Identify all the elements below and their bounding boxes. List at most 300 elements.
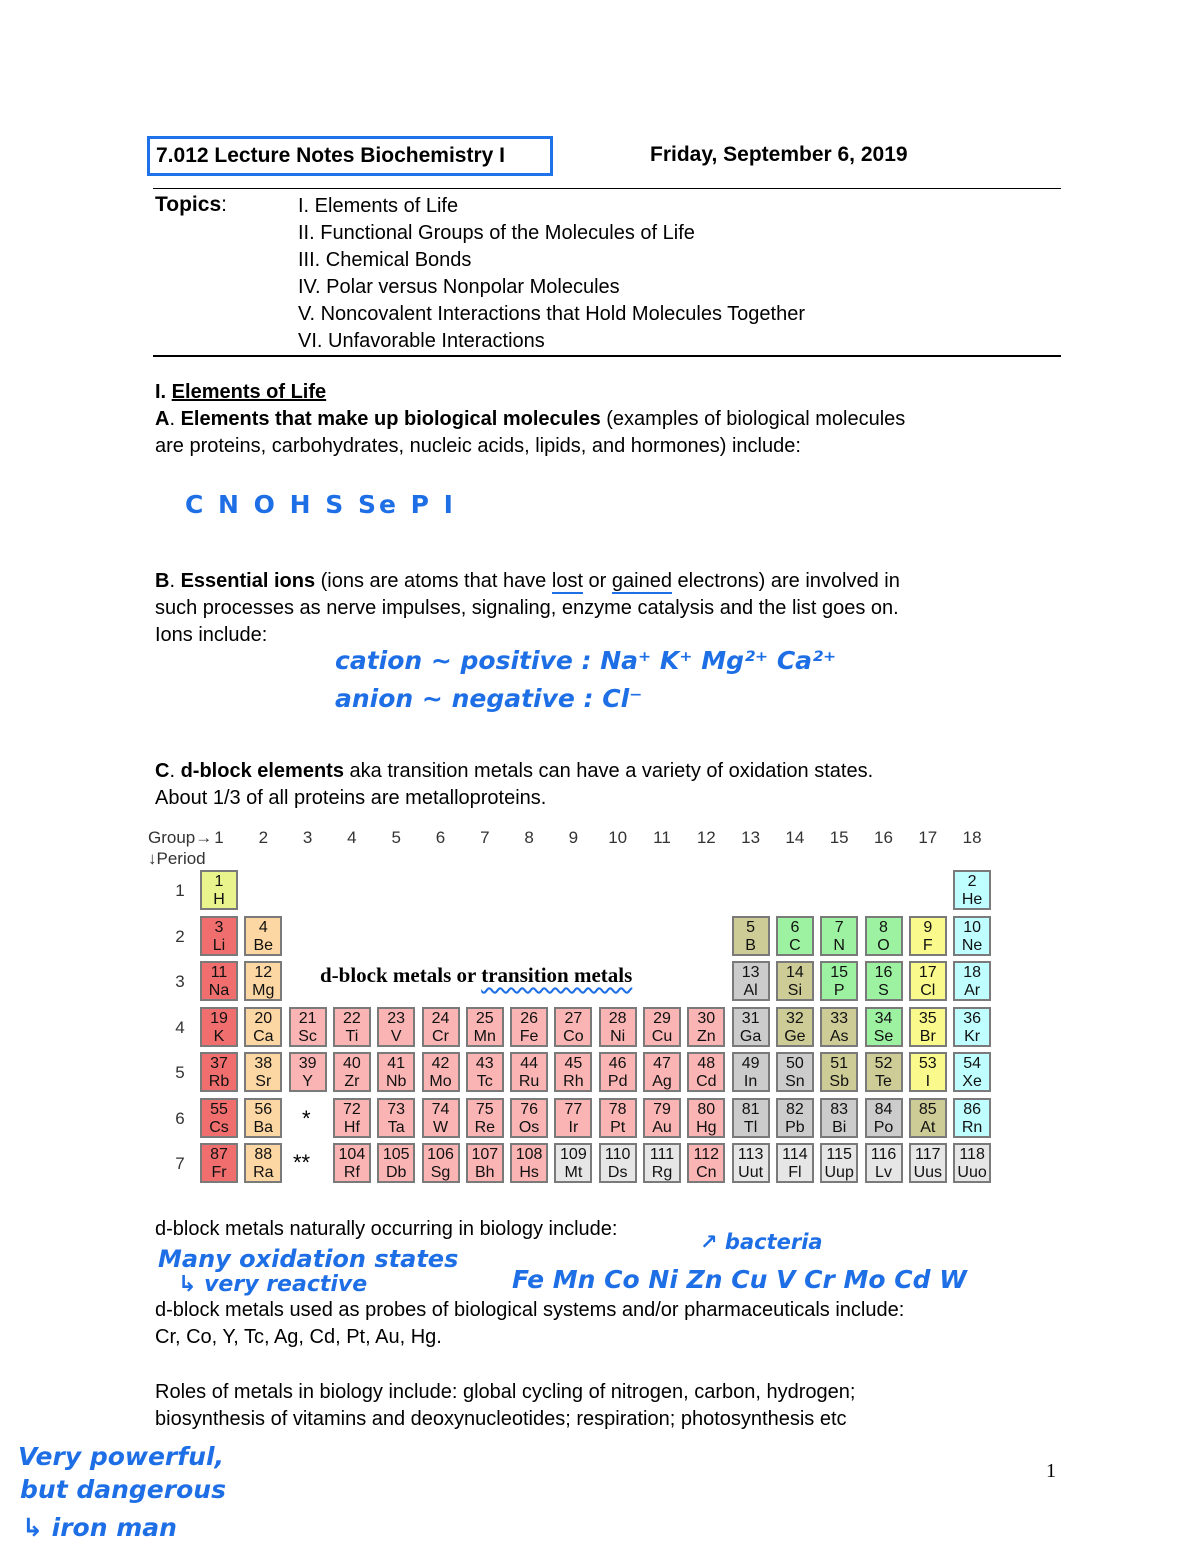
element-cell xyxy=(422,1143,460,1183)
element-cell xyxy=(244,1007,282,1047)
element-cell xyxy=(732,961,770,1001)
element-cell xyxy=(554,1098,592,1138)
topic-list xyxy=(298,193,805,355)
element-cell xyxy=(599,1098,637,1138)
atomic-number: 3 xyxy=(214,918,224,936)
element-symbol: Hs xyxy=(519,1164,539,1181)
atomic-number: 46 xyxy=(608,1055,627,1072)
atomic-number: 33 xyxy=(830,1009,849,1027)
element-symbol: S xyxy=(878,982,889,999)
atomic-number: 7 xyxy=(834,918,844,936)
element-cell xyxy=(643,1098,681,1138)
element-symbol: Bh xyxy=(475,1164,495,1181)
group-number: 13 xyxy=(741,828,761,847)
element-cell xyxy=(333,1098,371,1138)
element-symbol: Xe xyxy=(962,1073,982,1090)
handwritten-elements: C N O H S Se P I xyxy=(185,490,456,519)
atomic-number: 75 xyxy=(475,1100,494,1118)
section-heading: I. Elements of Life xyxy=(155,381,327,403)
topic-item: III. Chemical Bonds xyxy=(298,249,472,271)
element-symbol: Rn xyxy=(961,1118,983,1136)
atomic-number: 76 xyxy=(520,1100,538,1118)
atomic-number: 12 xyxy=(254,964,273,981)
element-cell xyxy=(865,1007,903,1047)
element-symbol: I xyxy=(925,1073,931,1090)
atomic-number: 32 xyxy=(785,1009,804,1027)
paragraph-a: A. Elements that make up biological molecules (examples of biological molecules are proteins, carbohydrates, nucleic acids, lipids, and hormones) include: xyxy=(155,408,906,457)
atomic-number: 81 xyxy=(741,1100,760,1118)
element-cell xyxy=(289,1052,327,1092)
atomic-number: 112 xyxy=(693,1146,720,1163)
element-cell xyxy=(200,870,238,910)
element-symbol: Bi xyxy=(832,1118,847,1136)
element-cell xyxy=(422,1052,460,1092)
atomic-number: 88 xyxy=(254,1146,273,1163)
group-number: 12 xyxy=(696,828,716,847)
element-cell xyxy=(599,1052,637,1092)
element-cell xyxy=(643,1143,681,1183)
element-cell xyxy=(244,1098,282,1138)
element-symbol: Te xyxy=(875,1073,892,1090)
element-symbol: Cu xyxy=(651,1027,673,1045)
atomic-number: 84 xyxy=(874,1100,893,1118)
element-symbol: Mt xyxy=(564,1164,583,1181)
element-symbol: Ge xyxy=(784,1027,806,1045)
element-cell xyxy=(510,1052,548,1092)
element-symbol: He xyxy=(961,891,983,908)
element-symbol: Zn xyxy=(696,1027,716,1045)
group-number: 6 xyxy=(435,828,446,847)
atomic-number: 35 xyxy=(918,1009,937,1027)
element-cell xyxy=(865,961,903,1001)
element-cell xyxy=(377,1007,415,1047)
element-symbol: Na xyxy=(208,982,230,999)
element-cell xyxy=(466,1143,504,1183)
element-symbol: Sr xyxy=(255,1073,272,1090)
element-cell xyxy=(865,1052,903,1092)
topic-item: V. Noncovalent Interactions that Hold Molecules Together xyxy=(298,303,805,325)
atomic-number: 20 xyxy=(254,1009,273,1027)
page-number: 1 xyxy=(1046,1460,1056,1482)
actinide-marker: ** xyxy=(293,1150,311,1175)
element-symbol: Uuo xyxy=(957,1164,987,1181)
element-cell xyxy=(732,1052,770,1092)
topic-item: VI. Unfavorable Interactions xyxy=(298,330,545,352)
atomic-number: 80 xyxy=(697,1100,716,1118)
element-cell xyxy=(554,1143,592,1183)
atomic-number: 50 xyxy=(785,1055,804,1072)
topic-item: IV. Polar versus Nonpolar Molecules xyxy=(298,276,620,298)
element-symbol: Zr xyxy=(344,1073,360,1090)
atomic-number: 36 xyxy=(963,1009,981,1027)
atomic-number: 111 xyxy=(649,1146,675,1163)
group-number: 2 xyxy=(258,828,269,847)
element-cell xyxy=(554,1052,592,1092)
element-symbol: Br xyxy=(919,1027,936,1045)
atomic-number: 24 xyxy=(431,1009,450,1027)
element-symbol: Mo xyxy=(429,1073,452,1090)
element-symbol: Al xyxy=(743,982,758,999)
atomic-number: 79 xyxy=(653,1100,671,1118)
element-symbol: Si xyxy=(787,982,802,999)
element-symbol: Tc xyxy=(476,1073,493,1090)
element-cell xyxy=(289,1007,327,1047)
atomic-number: 74 xyxy=(431,1100,450,1118)
atomic-number: 115 xyxy=(826,1146,852,1163)
d-probes-text: d-block metals used as probes of biological systems and/or pharmaceuticals include: Cr, Co, Y, Tc, Ag, Cd, Pt, Au, Hg. xyxy=(155,1299,905,1348)
element-cell xyxy=(732,916,770,956)
element-symbol: In xyxy=(743,1073,758,1090)
period-number: 6 xyxy=(175,1108,185,1128)
atomic-number: 45 xyxy=(564,1055,583,1072)
atomic-number: 8 xyxy=(879,918,888,936)
element-cell xyxy=(510,1007,548,1047)
period-number: 3 xyxy=(175,972,185,991)
element-cell xyxy=(732,1007,770,1047)
element-symbol: Sn xyxy=(785,1073,805,1090)
handwritten-cation: cation ~ positive : Na⁺ K⁺ Mg²⁺ Ca²⁺ xyxy=(335,646,837,675)
element-symbol: Cs xyxy=(209,1118,229,1136)
topic-item: II. Functional Groups of the Molecules of Life xyxy=(298,222,695,244)
element-cell xyxy=(333,1143,371,1183)
element-symbol: H xyxy=(213,891,225,908)
element-symbol: K xyxy=(213,1027,225,1045)
atomic-number: 9 xyxy=(923,918,933,936)
atomic-number: 83 xyxy=(830,1100,849,1118)
group-number: 5 xyxy=(391,828,401,847)
atomic-number: 6 xyxy=(790,918,800,936)
element-cell xyxy=(909,1098,947,1138)
atomic-number: 86 xyxy=(963,1100,981,1118)
atomic-number: 41 xyxy=(387,1055,406,1072)
element-cell xyxy=(200,1007,238,1047)
handwritten-dangerous: but dangerous xyxy=(20,1475,226,1504)
element-cell xyxy=(200,916,238,956)
atomic-number: 13 xyxy=(741,964,760,981)
group-number: 11 xyxy=(653,828,671,847)
element-symbol: Ds xyxy=(607,1164,628,1181)
element-symbol: Fe xyxy=(519,1027,539,1045)
handwritten-ironman: ↳ iron man xyxy=(22,1513,177,1542)
element-cell xyxy=(776,916,814,956)
handwritten-bacteria: ↗ bacteria xyxy=(700,1230,823,1254)
element-symbol: Re xyxy=(474,1118,496,1136)
element-symbol: Li xyxy=(212,936,226,954)
atomic-number: 108 xyxy=(515,1146,543,1163)
atomic-number: 82 xyxy=(785,1100,804,1118)
atomic-number: 78 xyxy=(608,1100,627,1118)
atomic-number: 48 xyxy=(697,1055,716,1072)
element-symbol: Ra xyxy=(253,1164,274,1181)
element-symbol: Lv xyxy=(875,1164,892,1181)
element-symbol: B xyxy=(745,936,756,954)
element-symbol: Sb xyxy=(829,1073,849,1090)
element-cell xyxy=(687,1007,725,1047)
element-symbol: Au xyxy=(652,1118,672,1136)
element-symbol: Ga xyxy=(739,1027,762,1045)
period-number: 1 xyxy=(175,881,185,900)
group-number: 14 xyxy=(785,828,805,847)
element-cell xyxy=(909,961,947,1001)
element-symbol: Ba xyxy=(253,1118,274,1136)
element-cell xyxy=(687,1052,725,1092)
element-symbol: Pt xyxy=(610,1118,626,1136)
element-cell xyxy=(909,1007,947,1047)
group-number: 15 xyxy=(829,828,849,847)
atomic-number: 18 xyxy=(963,964,981,981)
element-cell xyxy=(200,1098,238,1138)
element-cell xyxy=(599,1007,637,1047)
atomic-number: 31 xyxy=(741,1009,760,1027)
atomic-number: 40 xyxy=(342,1055,361,1072)
group-number: 18 xyxy=(962,828,982,847)
element-cell xyxy=(422,1007,460,1047)
element-symbol: W xyxy=(432,1118,449,1136)
element-symbol: Uut xyxy=(738,1164,764,1181)
atomic-number: 28 xyxy=(608,1009,627,1027)
element-symbol: Rb xyxy=(208,1073,230,1090)
group-number: 9 xyxy=(568,828,579,847)
element-cell xyxy=(953,1143,991,1183)
element-symbol: Ir xyxy=(568,1118,579,1136)
element-symbol: Db xyxy=(385,1164,407,1181)
atomic-number: 55 xyxy=(210,1100,228,1118)
lecture-date: Friday, September 6, 2019 xyxy=(650,143,908,166)
element-symbol: Sg xyxy=(430,1164,451,1181)
element-cell xyxy=(244,1143,282,1183)
element-symbol: Co xyxy=(563,1027,584,1045)
element-cell xyxy=(466,1007,504,1047)
element-symbol: Os xyxy=(518,1118,540,1136)
atomic-number: 109 xyxy=(560,1146,587,1163)
element-cell xyxy=(865,1098,903,1138)
atomic-number: 21 xyxy=(298,1009,317,1027)
period-number: 7 xyxy=(175,1154,185,1173)
atomic-number: 52 xyxy=(874,1055,893,1072)
element-cell xyxy=(687,1143,725,1183)
atomic-number: 73 xyxy=(387,1100,406,1118)
element-cell xyxy=(599,1143,637,1183)
element-cell xyxy=(820,1143,858,1183)
atomic-number: 19 xyxy=(210,1009,228,1027)
atomic-number: 106 xyxy=(427,1146,454,1163)
element-cell xyxy=(776,1098,814,1138)
element-symbol: Po xyxy=(873,1118,894,1136)
atomic-number: 56 xyxy=(254,1100,273,1118)
topics-label: Topics: xyxy=(155,193,227,216)
d-natural-text: d-block metals naturally occurring in biology include: xyxy=(155,1218,618,1240)
atomic-number: 16 xyxy=(874,964,893,981)
element-symbol: Tl xyxy=(743,1118,758,1136)
atomic-number: 15 xyxy=(830,964,849,981)
atomic-number: 53 xyxy=(918,1055,937,1072)
element-symbol: Se xyxy=(873,1027,894,1045)
element-symbol: O xyxy=(877,936,890,954)
element-symbol: Be xyxy=(253,936,274,954)
element-cell xyxy=(732,1143,770,1183)
element-symbol: Pb xyxy=(785,1118,805,1136)
element-cell xyxy=(776,961,814,1001)
atomic-number: 117 xyxy=(915,1146,941,1163)
handwritten-anion: anion ~ negative : Cl⁻ xyxy=(335,684,643,713)
atomic-number: 105 xyxy=(382,1146,410,1163)
element-cell xyxy=(377,1143,415,1183)
element-cell xyxy=(244,961,282,1001)
element-symbol: Fr xyxy=(211,1164,227,1181)
group-number: 3 xyxy=(302,828,313,847)
roles-text: Roles of metals in biology include: global cycling of nitrogen, carbon, hydrogen; biosynthesis of vitamins and deoxynucleotides; respiration; photosynthesis etc xyxy=(155,1381,856,1430)
element-cell xyxy=(953,1007,991,1047)
element-cell xyxy=(953,1098,991,1138)
element-cell xyxy=(687,1098,725,1138)
element-symbol: P xyxy=(833,982,845,999)
element-cell xyxy=(643,1007,681,1047)
atomic-number: 85 xyxy=(918,1100,937,1118)
element-cell xyxy=(820,916,858,956)
period-label: ↓Period xyxy=(148,849,206,868)
atomic-number: 17 xyxy=(918,964,937,981)
group-label: Group→ xyxy=(148,828,213,847)
element-cell xyxy=(466,1098,504,1138)
element-symbol: Fl xyxy=(788,1164,802,1181)
element-cell xyxy=(953,916,991,956)
element-cell xyxy=(909,1143,947,1183)
handwritten-powerful: Very powerful, xyxy=(18,1442,225,1471)
atomic-number: 4 xyxy=(258,918,268,936)
element-cell xyxy=(820,961,858,1001)
atomic-number: 5 xyxy=(746,918,756,936)
atomic-number: 54 xyxy=(963,1055,981,1072)
handwritten-metals: Fe Mn Co Ni Zn Cu V Cr Mo Cd W xyxy=(512,1265,967,1294)
underlined-gained: gained xyxy=(611,570,672,592)
element-symbol: Ru xyxy=(518,1073,540,1090)
atomic-number: 43 xyxy=(475,1055,494,1072)
atomic-number: 23 xyxy=(387,1009,406,1027)
atomic-number: 77 xyxy=(564,1100,583,1118)
atomic-number: 11 xyxy=(210,964,228,981)
element-cell xyxy=(200,961,238,1001)
period-number: 2 xyxy=(175,926,185,946)
element-symbol: Y xyxy=(302,1073,313,1090)
element-symbol: Rh xyxy=(563,1073,584,1090)
element-cell xyxy=(510,1143,548,1183)
element-symbol: Cd xyxy=(696,1073,717,1090)
element-cell xyxy=(554,1007,592,1047)
element-symbol: Rf xyxy=(343,1164,360,1181)
atomic-number: 38 xyxy=(254,1055,273,1072)
element-cell xyxy=(776,1007,814,1047)
atomic-number: 87 xyxy=(210,1146,228,1163)
element-cell xyxy=(953,870,991,910)
element-cell xyxy=(643,1052,681,1092)
dblock-label: d-block metals or transition metals xyxy=(320,963,633,987)
atomic-number: 47 xyxy=(653,1055,671,1072)
group-number: 17 xyxy=(918,828,938,847)
atomic-number: 29 xyxy=(653,1009,671,1027)
element-symbol: Cr xyxy=(432,1027,449,1045)
group-number: 8 xyxy=(524,828,534,847)
element-symbol: Ag xyxy=(652,1073,672,1090)
element-symbol: Pd xyxy=(607,1073,628,1090)
atomic-number: 118 xyxy=(959,1146,985,1163)
element-cell xyxy=(466,1052,504,1092)
element-symbol: Ne xyxy=(961,936,983,954)
atomic-number: 39 xyxy=(298,1055,317,1072)
element-symbol: Hf xyxy=(343,1118,360,1136)
element-symbol: Ta xyxy=(387,1118,405,1136)
group-number: 1 xyxy=(214,828,224,847)
period-number: 5 xyxy=(175,1063,185,1082)
lanthanide-marker: * xyxy=(302,1106,311,1131)
element-symbol: Rg xyxy=(651,1164,673,1181)
atomic-number: 116 xyxy=(870,1146,897,1163)
bottom-rule xyxy=(153,355,1061,357)
atomic-number: 110 xyxy=(604,1146,631,1163)
atomic-number: 22 xyxy=(342,1009,361,1027)
element-cell xyxy=(909,916,947,956)
atomic-number: 25 xyxy=(475,1009,494,1027)
element-cell xyxy=(865,916,903,956)
atomic-number: 26 xyxy=(520,1009,538,1027)
element-symbol: Mn xyxy=(473,1027,496,1045)
element-symbol: Sc xyxy=(298,1027,317,1045)
element-cell xyxy=(865,1143,903,1183)
handwritten-many-oxidation: Many oxidation states xyxy=(158,1245,459,1273)
element-symbol: Ni xyxy=(610,1027,626,1045)
element-symbol: Hg xyxy=(696,1118,717,1136)
element-symbol: V xyxy=(390,1027,402,1045)
element-cell xyxy=(377,1098,415,1138)
paragraph-b: B. Essential ions (ions are atoms that have lost or gained electrons) are involved in such processes as nerve impulses, signaling, enzyme catalysis and the list goes on. Ions include: xyxy=(155,570,900,646)
atomic-number: 34 xyxy=(874,1009,893,1027)
element-symbol: Cl xyxy=(920,982,936,999)
element-symbol: Cn xyxy=(696,1164,717,1181)
element-symbol: C xyxy=(789,936,801,954)
element-symbol: Ca xyxy=(253,1027,274,1045)
group-number: 4 xyxy=(347,828,357,847)
element-cell xyxy=(422,1098,460,1138)
element-cell xyxy=(333,1052,371,1092)
atomic-number: 1 xyxy=(214,873,224,890)
element-cell xyxy=(820,1007,858,1047)
atomic-number: 104 xyxy=(338,1146,366,1163)
atomic-number: 113 xyxy=(737,1146,764,1163)
element-cell xyxy=(953,1052,991,1092)
top-rule xyxy=(153,188,1061,189)
atomic-number: 42 xyxy=(431,1055,450,1072)
element-cell xyxy=(333,1007,371,1047)
element-symbol: Mg xyxy=(252,982,275,999)
element-cell xyxy=(820,1098,858,1138)
element-symbol: Ar xyxy=(964,982,981,999)
atomic-number: 30 xyxy=(697,1009,716,1027)
atomic-number: 37 xyxy=(210,1055,228,1072)
topic-item: I. Elements of Life xyxy=(298,195,459,217)
handwritten-very-reactive: ↳ very reactive xyxy=(178,1272,368,1297)
atomic-number: 10 xyxy=(963,918,981,936)
period-number: 4 xyxy=(175,1017,185,1037)
element-symbol: Ti xyxy=(345,1027,359,1045)
element-symbol: At xyxy=(920,1118,936,1136)
document-title: 7.012 Lecture Notes Biochemistry I xyxy=(147,136,553,176)
wavy-underlined-text: transition metals xyxy=(481,963,633,987)
element-symbol: Kr xyxy=(964,1027,981,1045)
atomic-number: 51 xyxy=(830,1055,849,1072)
element-cell xyxy=(244,916,282,956)
underlined-lost: lost xyxy=(551,570,583,592)
atomic-number: 44 xyxy=(520,1055,538,1072)
atomic-number: 107 xyxy=(471,1146,499,1163)
